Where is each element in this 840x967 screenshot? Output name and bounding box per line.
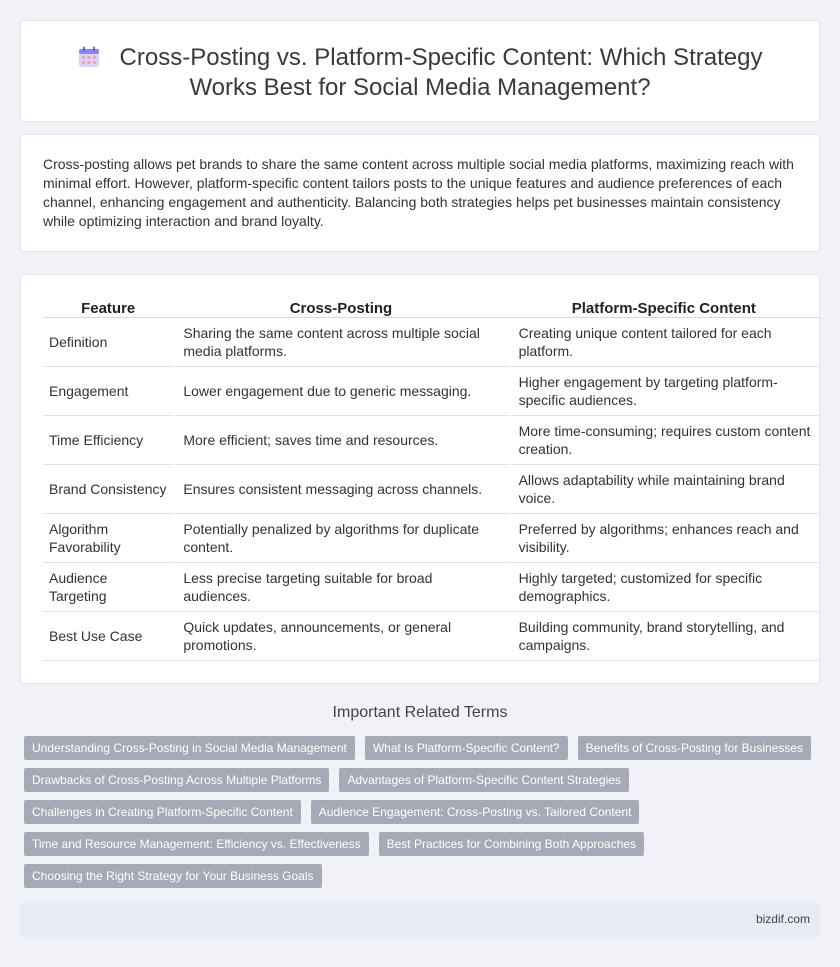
row-feature: Audience Targeting	[43, 563, 173, 612]
related-term-tag[interactable]: Best Practices for Combining Both Approaches	[379, 832, 644, 856]
table-row	[43, 367, 819, 416]
row-cross-posting: Potentially penalized by algorithms for duplicate content.	[173, 514, 508, 563]
row-platform-specific: Preferred by algorithms; enhances reach and visibility.	[509, 514, 819, 563]
intro-card	[20, 134, 820, 252]
comparison-table-card	[20, 274, 820, 684]
related-term-tag[interactable]: Advantages of Platform-Specific Content Strategies	[339, 768, 628, 792]
page-title-block	[21, 43, 819, 103]
row-cross-posting: Less precise targeting suitable for broad audiences.	[173, 563, 508, 612]
row-platform-specific: Highly targeted; customized for specific demographics.	[509, 563, 819, 612]
row-platform-specific: Higher engagement by targeting platform-specific audiences.	[509, 367, 819, 416]
row-platform-specific: Building community, brand storytelling, and campaigns.	[509, 612, 819, 661]
row-feature: Best Use Case	[43, 612, 173, 661]
header-feature: Feature	[43, 297, 173, 318]
page-title-text-1: Cross-Posting vs. Platform-Specific Content: Which Strategy	[119, 44, 763, 71]
table-row	[43, 563, 819, 612]
calendar-icon	[78, 46, 100, 68]
row-feature: Brand Consistency	[43, 465, 173, 514]
row-feature: Definition	[43, 318, 173, 367]
comparison-table	[43, 297, 819, 661]
header-card	[20, 20, 820, 122]
footer-site-link[interactable]: bizdif.com	[755, 912, 810, 926]
related-term-tag[interactable]: Audience Engagement: Cross-Posting vs. Tailored Content	[311, 800, 640, 824]
table-header-row	[43, 297, 819, 318]
related-terms-heading: Important Related Terms	[332, 704, 508, 721]
related-term-tag[interactable]: Challenges in Creating Platform-Specific Content	[24, 800, 301, 824]
row-cross-posting: More efficient; saves time and resources.	[173, 416, 508, 465]
row-cross-posting: Ensures consistent messaging across channels.	[173, 465, 508, 514]
related-terms-list	[24, 736, 824, 896]
row-platform-specific: Creating unique content tailored for each platform.	[509, 318, 819, 367]
related-term-tag[interactable]: Time and Resource Management: Efficiency vs. Effectiveness	[24, 832, 369, 856]
table-row	[43, 514, 819, 563]
related-term-tag[interactable]: Understanding Cross-Posting in Social Media Management	[24, 736, 355, 760]
table-row	[43, 318, 819, 367]
row-cross-posting: Sharing the same content across multiple social media platforms.	[173, 318, 508, 367]
related-term-tag[interactable]: What Is Platform-Specific Content?	[365, 736, 568, 760]
row-platform-specific: Allows adaptability while maintaining brand voice.	[509, 465, 819, 514]
page-title-line-1	[21, 43, 819, 73]
related-term-tag[interactable]: Drawbacks of Cross-Posting Across Multiple Platforms	[24, 768, 329, 792]
row-feature: Time Efficiency	[43, 416, 173, 465]
footer-bar	[20, 903, 820, 937]
table-row	[43, 612, 819, 661]
table-row	[43, 416, 819, 465]
row-platform-specific: More time-consuming; requires custom content creation.	[509, 416, 819, 465]
row-feature: Engagement	[43, 367, 173, 416]
row-feature: Algorithm Favorability	[43, 514, 173, 563]
intro-paragraph: Cross-posting allows pet brands to share the same content across multiple social media platforms, maximizing reach with minimal effort. However, platform-specific content tailors posts to the unique features and audience preferences of each channel, enhancing engagement and authenticity. Balancing both strategies helps pet businesses maintain consistency while optimizing interaction and brand loyalty.	[43, 156, 794, 229]
row-cross-posting: Lower engagement due to generic messaging.	[173, 367, 508, 416]
row-cross-posting: Quick updates, announcements, or general promotions.	[173, 612, 508, 661]
related-term-tag[interactable]: Benefits of Cross-Posting for Businesses	[578, 736, 811, 760]
table-row	[43, 465, 819, 514]
header-cross-posting: Cross-Posting	[173, 297, 508, 318]
header-platform-specific: Platform-Specific Content	[509, 297, 819, 318]
related-term-tag[interactable]: Choosing the Right Strategy for Your Business Goals	[24, 864, 322, 888]
page-title-line-2: Works Best for Social Media Management?	[189, 74, 651, 101]
